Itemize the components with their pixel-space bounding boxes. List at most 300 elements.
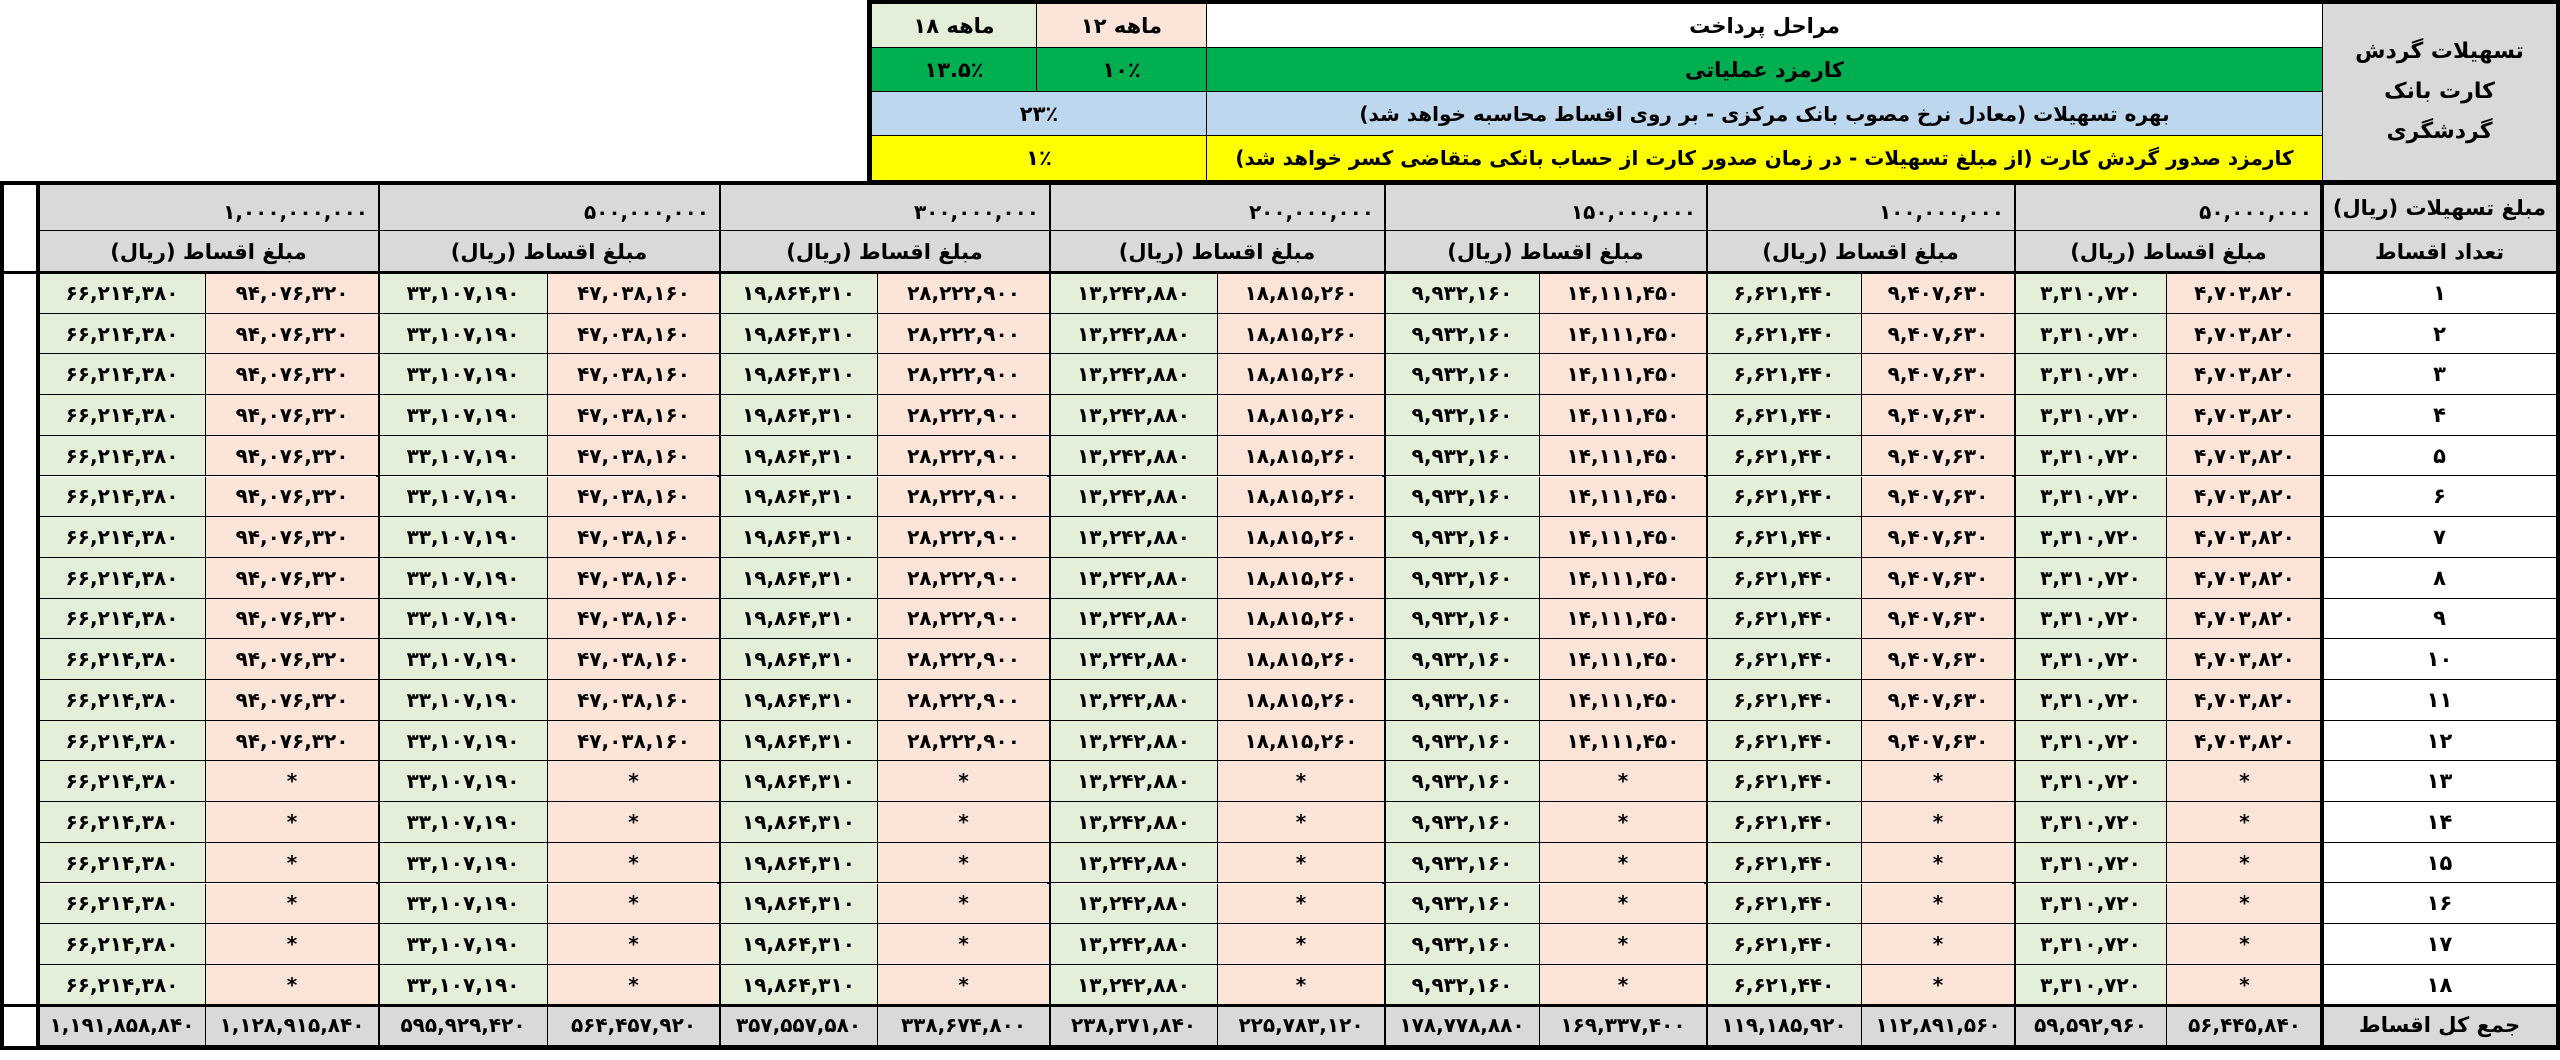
row-number-text: ۱۴ [2426, 809, 2453, 834]
installment-12-month-text: ۹۴,۰۷۶,۳۲۰ [235, 484, 349, 509]
installment-12-month-text: ۹۴,۰۷۶,۳۲۰ [235, 402, 349, 427]
installment-18-month [2014, 273, 2166, 314]
installment-18-month [1384, 924, 1539, 965]
installment-18-month-text: ۳,۳۱۰,۷۲۰ [2040, 647, 2141, 672]
installment-18-month-text: ۳,۳۱۰,۷۲۰ [2040, 728, 2141, 753]
installment-18-month-text: ۶۶,۲۱۴,۳۸۰ [65, 809, 179, 834]
installment-12-month-text: ۱۸,۸۱۵,۲۶۰ [1244, 443, 1358, 468]
installment-18-month [1049, 517, 1217, 558]
installment-12-month-text: ۲۸,۲۲۲,۹۰۰ [907, 687, 1020, 712]
installment-18-month-text: ۹,۹۳۲,۱۶۰ [1411, 525, 1513, 550]
installment-18-month [378, 354, 547, 395]
installment-18-month [1706, 721, 1861, 762]
installment-18-month [1384, 436, 1539, 477]
installment-12-month-text: ۴۷,۰۳۸,۱۶۰ [577, 647, 690, 672]
installment-12-month [205, 395, 378, 436]
row-number-text: ۷ [2433, 525, 2446, 550]
installment-12-month-text: ۹۴,۰۷۶,۳۲۰ [235, 362, 349, 387]
installment-18-month-text: ۶,۶۲۱,۴۴۰ [1733, 687, 1835, 712]
empty-installment-mark-text: * [1617, 972, 1629, 997]
installment-18-month-text: ۶,۶۲۱,۴۴۰ [1733, 443, 1835, 468]
total-18-month [1384, 1006, 1539, 1046]
installment-18-month-text: ۱۹,۸۶۴,۳۱۰ [742, 606, 855, 631]
installment-18-month [1384, 721, 1539, 762]
total-18-month-text: ۱۱۹,۱۸۵,۹۲۰ [1721, 1013, 1847, 1038]
amount-label [2322, 185, 2556, 231]
empty-installment-mark [1539, 843, 1706, 884]
installment-12-month [205, 273, 378, 314]
installment-12-month-text: ۲۸,۲۲۲,۹۰۰ [907, 525, 1020, 550]
facility-amount-text: ۱۵۰,۰۰۰,۰۰۰ [1570, 200, 1696, 224]
installment-12-month-text: ۱۴,۱۱۱,۴۵۰ [1566, 280, 1680, 305]
installment-amount-label-text: مبلغ اقساط (ریال) [786, 239, 983, 264]
installment-12-month-text: ۱۴,۱۱۱,۴۵۰ [1566, 321, 1680, 346]
installment-12-month-text: ۴,۷۰۳,۸۲۰ [2194, 606, 2295, 631]
installment-18-month-text: ۶۶,۲۱۴,۳۸۰ [65, 402, 179, 427]
installment-18-month [719, 517, 877, 558]
installment-12-month-text: ۱۴,۱۱۱,۴۵۰ [1566, 565, 1680, 590]
row-number-text: ۱ [2433, 280, 2446, 305]
installment-12-month-text: ۹,۴۰۷,۶۳۰ [1887, 565, 1989, 590]
installment-12-month-text: ۲۸,۲۲۲,۹۰۰ [907, 647, 1020, 672]
installment-12-month [2166, 395, 2322, 436]
installment-12-month-text: ۲۸,۲۲۲,۹۰۰ [907, 484, 1020, 509]
installment-18-month-text: ۹,۹۳۲,۱۶۰ [1411, 606, 1513, 631]
installment-18-month-text: ۳۳,۱۰۷,۱۹۰ [406, 932, 520, 957]
installment-18-month [719, 680, 877, 721]
empty-installment-mark-text: * [2239, 972, 2250, 997]
installment-18-month-text: ۶۶,۲۱۴,۳۸۰ [65, 769, 179, 794]
installment-18-month-text: ۳۳,۱۰۷,۱۹۰ [406, 891, 520, 916]
installment-18-month [378, 802, 547, 843]
empty-installment-mark-text: * [286, 891, 298, 916]
installment-12-month [547, 721, 719, 762]
row-number-text: ۱۶ [2426, 891, 2453, 916]
empty-installment-mark-text: * [2239, 809, 2250, 834]
empty-installment-mark [877, 802, 1049, 843]
installment-18-month-text: ۳۳,۱۰۷,۱۹۰ [406, 687, 520, 712]
facility-amount [1706, 185, 2014, 231]
installment-12-month [877, 436, 1049, 477]
installment-18-month [1706, 314, 1861, 355]
installment-12-month [547, 436, 719, 477]
installment-12-month [205, 436, 378, 477]
row-number [2322, 843, 2556, 884]
installment-18-month-text: ۹,۹۳۲,۱۶۰ [1411, 321, 1513, 346]
installment-amount-label [1706, 231, 2014, 273]
installment-18-month [2014, 477, 2166, 518]
installment-18-month [719, 761, 877, 802]
installment-18-month-text: ۱۹,۸۶۴,۳۱۰ [742, 321, 855, 346]
installment-12-month [2166, 517, 2322, 558]
installment-18-month [378, 965, 547, 1006]
installment-12-month-text: ۹۴,۰۷۶,۳۲۰ [235, 728, 349, 753]
installment-18-month-text: ۶۶,۲۱۴,۳۸۰ [65, 443, 179, 468]
installment-18-month [1049, 721, 1217, 762]
empty-installment-mark-text: * [1617, 891, 1629, 916]
installment-12-month-text: ۹,۴۰۷,۶۳۰ [1887, 525, 1989, 550]
total-18-month-text: ۲۳۸,۳۷۱,۸۴۰ [1070, 1013, 1197, 1038]
installment-18-month-text: ۳,۳۱۰,۷۲۰ [2040, 321, 2141, 346]
installment-amount-label-text: مبلغ اقساط (ریال) [1447, 239, 1644, 264]
total-18-month [378, 1006, 547, 1046]
installment-12-month-text: ۴۷,۰۳۸,۱۶۰ [577, 321, 690, 346]
installment-18-month-text: ۶۶,۲۱۴,۳۸۰ [65, 362, 179, 387]
installment-18-month-text: ۶,۶۲۱,۴۴۰ [1733, 484, 1835, 509]
installment-18-month [1384, 843, 1539, 884]
row-number [2322, 273, 2556, 314]
installment-18-month-text: ۱۳,۲۴۲,۸۸۰ [1077, 850, 1190, 875]
installment-12-month [877, 517, 1049, 558]
total-12-month-text: ۲۲۵,۷۸۳,۱۲۰ [1238, 1013, 1364, 1038]
installment-18-month [2014, 354, 2166, 395]
installment-18-month-text: ۱۳,۲۴۲,۸۸۰ [1077, 769, 1190, 794]
total-12-month [2166, 1006, 2322, 1046]
interest-value: ۲۳٪ [871, 92, 1206, 136]
installment-18-month [2014, 558, 2166, 599]
installment-18-month-text: ۳,۳۱۰,۷۲۰ [2040, 280, 2141, 305]
installment-18-month-text: ۱۳,۲۴۲,۸۸۰ [1077, 443, 1190, 468]
installment-18-month [378, 761, 547, 802]
installment-12-month-text: ۱۴,۱۱۱,۴۵۰ [1566, 443, 1680, 468]
installment-12-month-text: ۴۷,۰۳۸,۱۶۰ [577, 402, 690, 427]
installment-18-month-text: ۳,۳۱۰,۷۲۰ [2040, 932, 2141, 957]
installment-amount-label [378, 231, 719, 273]
installment-18-month [1049, 680, 1217, 721]
row-number [2322, 558, 2556, 599]
installment-18-month-text: ۱۹,۸۶۴,۳۱۰ [742, 362, 855, 387]
empty-installment-mark-text: * [286, 850, 298, 875]
installment-18-month [378, 395, 547, 436]
empty-installment-mark [1861, 802, 2014, 843]
installment-12-month-text: ۹۴,۰۷۶,۳۲۰ [235, 565, 349, 590]
facility-amount-text: ۱۰۰,۰۰۰,۰۰۰ [1878, 200, 2004, 224]
installment-12-month [1861, 273, 2014, 314]
installment-12-month [1539, 314, 1706, 355]
installment-12-month-text: ۱۴,۱۱۱,۴۵۰ [1566, 647, 1680, 672]
installment-18-month-text: ۳,۳۱۰,۷۲۰ [2040, 484, 2141, 509]
installment-18-month [2014, 924, 2166, 965]
installment-18-month [378, 599, 547, 640]
installment-12-month-text: ۱۸,۸۱۵,۲۶۰ [1244, 647, 1358, 672]
installment-18-month-text: ۶۶,۲۱۴,۳۸۰ [65, 565, 179, 590]
installment-18-month [38, 802, 205, 843]
installment-18-month-text: ۱۳,۲۴۲,۸۸۰ [1077, 525, 1190, 550]
installment-18-month [1706, 558, 1861, 599]
empty-installment-mark [1539, 802, 1706, 843]
installment-12-month-text: ۴۷,۰۳۸,۱۶۰ [577, 687, 690, 712]
installment-18-month-text: ۱۳,۲۴۲,۸۸۰ [1077, 362, 1190, 387]
installment-12-month [547, 354, 719, 395]
row-number-text: ۸ [2433, 565, 2446, 590]
empty-installment-mark [205, 884, 378, 925]
row-number [2322, 314, 2556, 355]
installment-18-month [2014, 314, 2166, 355]
installment-18-month-text: ۶,۶۲۱,۴۴۰ [1733, 402, 1835, 427]
row-number-text: ۱۸ [2426, 972, 2453, 997]
installment-amount-label [719, 231, 1049, 273]
installment-18-month-text: ۶,۶۲۱,۴۴۰ [1733, 565, 1835, 590]
installment-18-month-text: ۶,۶۲۱,۴۴۰ [1733, 850, 1835, 875]
installment-18-month [719, 395, 877, 436]
stage-18-months: ۱۸ ماهه [871, 4, 1036, 48]
installment-12-month [1217, 517, 1384, 558]
facility-amount [378, 185, 719, 231]
installment-12-month-text: ۴۷,۰۳۸,۱۶۰ [577, 565, 690, 590]
empty-installment-mark [547, 965, 719, 1006]
installment-18-month-text: ۶,۶۲۱,۴۴۰ [1733, 932, 1835, 957]
installment-12-month [2166, 314, 2322, 355]
total-12-month-text: ۱,۱۲۸,۹۱۵,۸۴۰ [219, 1013, 365, 1038]
total-12-month-text: ۵۶۴,۴۵۷,۹۲۰ [570, 1013, 697, 1038]
installment-12-month [1861, 680, 2014, 721]
empty-installment-mark [1861, 761, 2014, 802]
installment-18-month-text: ۳۳,۱۰۷,۱۹۰ [406, 850, 520, 875]
installment-12-month-text: ۱۴,۱۱۱,۴۵۰ [1566, 728, 1680, 753]
installment-12-month-text: ۴,۷۰۳,۸۲۰ [2194, 525, 2295, 550]
empty-installment-mark-text: * [2239, 891, 2250, 916]
installment-12-month-text: ۲۸,۲۲۲,۹۰۰ [907, 321, 1020, 346]
installment-18-month [1384, 558, 1539, 599]
installment-18-month [1706, 273, 1861, 314]
row-number [2322, 395, 2556, 436]
installment-18-month-text: ۱۳,۲۴۲,۸۸۰ [1077, 484, 1190, 509]
installment-18-month [38, 395, 205, 436]
installment-12-month-text: ۱۸,۸۱۵,۲۶۰ [1244, 525, 1358, 550]
installment-18-month-text: ۶۶,۲۱۴,۳۸۰ [65, 606, 179, 631]
installment-18-month [38, 273, 205, 314]
empty-installment-mark-text: * [1295, 932, 1307, 957]
installment-12-month-text: ۹,۴۰۷,۶۳۰ [1887, 443, 1989, 468]
empty-installment-mark [1217, 802, 1384, 843]
installment-12-month [877, 558, 1049, 599]
installment-18-month-text: ۶,۶۲۱,۴۴۰ [1733, 362, 1835, 387]
installment-18-month [378, 884, 547, 925]
installment-18-month-text: ۶۶,۲۱۴,۳۸۰ [65, 647, 179, 672]
installment-amount-label-text: مبلغ اقساط (ریال) [110, 239, 307, 264]
installment-18-month-text: ۹,۹۳۲,۱۶۰ [1411, 443, 1513, 468]
installment-12-month [1539, 477, 1706, 518]
installment-12-month [1539, 558, 1706, 599]
installment-18-month-text: ۶۶,۲۱۴,۳۸۰ [65, 687, 179, 712]
total-12-month-text: ۱۱۲,۸۹۱,۵۶۰ [1875, 1013, 2001, 1038]
installment-18-month [1049, 761, 1217, 802]
empty-installment-mark [2166, 965, 2322, 1006]
installment-18-month-text: ۶۶,۲۱۴,۳۸۰ [65, 972, 179, 997]
installment-12-month [1217, 558, 1384, 599]
installment-12-month [1217, 639, 1384, 680]
installment-18-month-text: ۶۶,۲۱۴,۳۸۰ [65, 484, 179, 509]
installment-18-month [378, 436, 547, 477]
empty-installment-mark-text: * [286, 809, 298, 834]
installment-18-month [38, 721, 205, 762]
installment-12-month-text: ۹۴,۰۷۶,۳۲۰ [235, 647, 349, 672]
installment-12-month-text: ۲۸,۲۲۲,۹۰۰ [907, 443, 1020, 468]
installment-amount-label [1049, 231, 1384, 273]
installment-12-month-text: ۴,۷۰۳,۸۲۰ [2194, 280, 2295, 305]
installment-18-month [1706, 965, 1861, 1006]
installment-18-month [719, 354, 877, 395]
installment-12-month-text: ۲۸,۲۲۲,۹۰۰ [907, 728, 1020, 753]
installment-12-month-text: ۲۸,۲۲۲,۹۰۰ [907, 280, 1020, 305]
empty-installment-mark [877, 843, 1049, 884]
empty-installment-mark-text: * [1932, 809, 1944, 834]
installment-12-month [1217, 477, 1384, 518]
empty-installment-mark-text: * [1932, 972, 1944, 997]
installment-18-month-text: ۹,۹۳۲,۱۶۰ [1411, 809, 1513, 834]
installment-18-month-text: ۳۳,۱۰۷,۱۹۰ [406, 443, 520, 468]
empty-installment-mark [1217, 843, 1384, 884]
empty-installment-mark-text: * [1932, 850, 1944, 875]
empty-installment-mark [1539, 965, 1706, 1006]
installment-18-month-text: ۳۳,۱۰۷,۱۹۰ [406, 769, 520, 794]
installment-amount-label-text: مبلغ اقساط (ریال) [1118, 239, 1316, 264]
installment-18-month [1049, 884, 1217, 925]
installment-18-month [1049, 273, 1217, 314]
total-12-month-text: ۳۳۸,۶۷۴,۸۰۰ [900, 1013, 1027, 1038]
installment-18-month [1706, 884, 1861, 925]
installment-18-month [2014, 721, 2166, 762]
empty-installment-mark [547, 924, 719, 965]
installment-12-month-text: ۴,۷۰۳,۸۲۰ [2194, 728, 2295, 753]
total-12-month [205, 1006, 378, 1046]
installment-18-month-text: ۱۹,۸۶۴,۳۱۰ [742, 728, 855, 753]
installment-12-month [1217, 314, 1384, 355]
total-12-month-text: ۵۶,۴۴۵,۸۴۰ [2188, 1013, 2301, 1038]
installment-18-month [38, 354, 205, 395]
installment-18-month-text: ۶,۶۲۱,۴۴۰ [1733, 280, 1835, 305]
issue-fee-label: کارمزد صدور گردش کارت (از مبلغ تسهیلات - در زمان صدور کارت از حساب بانکی متقاضی کسر خواهد شد) [1206, 136, 2322, 181]
row-number [2322, 639, 2556, 680]
row-number [2322, 924, 2556, 965]
installment-12-month-text: ۱۸,۸۱۵,۲۶۰ [1244, 687, 1358, 712]
installment-18-month [38, 965, 205, 1006]
installment-18-month [1049, 436, 1217, 477]
total-12-month [1217, 1006, 1384, 1046]
total-18-month-text: ۱,۱۹۱,۸۵۸,۸۴۰ [49, 1013, 195, 1038]
installment-12-month-text: ۱۸,۸۱۵,۲۶۰ [1244, 565, 1358, 590]
installment-12-month [1539, 639, 1706, 680]
installment-18-month-text: ۶۶,۲۱۴,۳۸۰ [65, 891, 179, 916]
installment-12-month-text: ۱۴,۱۱۱,۴۵۰ [1566, 606, 1680, 631]
installment-18-month-text: ۳,۳۱۰,۷۲۰ [2040, 891, 2141, 916]
installment-18-month-text: ۶,۶۲۱,۴۴۰ [1733, 606, 1835, 631]
total-18-month [38, 1006, 205, 1046]
total-18-month-text: ۵۹,۵۹۲,۹۶۰ [2034, 1013, 2147, 1038]
installment-12-month-text: ۹,۴۰۷,۶۳۰ [1887, 728, 1989, 753]
installment-18-month [1049, 395, 1217, 436]
total-12-month [1861, 1006, 2014, 1046]
installment-12-month-text: ۲۸,۲۲۲,۹۰۰ [907, 402, 1020, 427]
installment-18-month-text: ۹,۹۳۲,۱۶۰ [1411, 565, 1513, 590]
installment-18-month-text: ۳۳,۱۰۷,۱۹۰ [406, 321, 520, 346]
empty-installment-mark-text: * [1295, 809, 1307, 834]
installment-amount-label-text: مبلغ اقساط (ریال) [2070, 239, 2267, 264]
installment-18-month [38, 314, 205, 355]
installment-18-month-text: ۱۹,۸۶۴,۳۱۰ [742, 647, 855, 672]
installment-12-month [1539, 517, 1706, 558]
installment-12-month-text: ۱۴,۱۱۱,۴۵۰ [1566, 362, 1680, 387]
installment-18-month [719, 273, 877, 314]
installment-12-month [547, 517, 719, 558]
installment-18-month-text: ۶۶,۲۱۴,۳۸۰ [65, 525, 179, 550]
installment-12-month [547, 639, 719, 680]
installment-12-month [547, 395, 719, 436]
installment-12-month-text: ۴۷,۰۳۸,۱۶۰ [577, 484, 690, 509]
total-18-month [719, 1006, 877, 1046]
facility-title: تسهیلات گردش کارت بانک گردشگری [2322, 4, 2556, 181]
installment-18-month [1384, 639, 1539, 680]
installment-18-month [1049, 599, 1217, 640]
installment-18-month-text: ۱۳,۲۴۲,۸۸۰ [1077, 647, 1190, 672]
installment-18-month [38, 761, 205, 802]
installment-18-month [1384, 802, 1539, 843]
installment-18-month-text: ۳,۳۱۰,۷۲۰ [2040, 525, 2141, 550]
installment-18-month-text: ۳۳,۱۰۷,۱۹۰ [406, 484, 520, 509]
total-label-text: جمع کل اقساط [2358, 1013, 2521, 1038]
installment-18-month [2014, 395, 2166, 436]
row-number [2322, 477, 2556, 518]
installment-18-month [1706, 436, 1861, 477]
installment-18-month-text: ۱۹,۸۶۴,۳۱۰ [742, 687, 855, 712]
installment-amount-label-text: مبلغ اقساط (ریال) [1762, 239, 1959, 264]
installment-18-month-text: ۱۳,۲۴۲,۸۸۰ [1077, 321, 1190, 346]
installment-18-month [1706, 639, 1861, 680]
facility-amount-text: ۵۰,۰۰۰,۰۰۰ [2199, 200, 2312, 224]
installment-12-month-text: ۴,۷۰۳,۸۲۰ [2194, 484, 2295, 509]
installment-12-month [1861, 599, 2014, 640]
installment-12-month-text: ۹۴,۰۷۶,۳۲۰ [235, 525, 349, 550]
row-number-text: ۹ [2433, 606, 2446, 631]
installment-12-month [2166, 680, 2322, 721]
installment-18-month [1706, 517, 1861, 558]
empty-installment-mark [1539, 884, 1706, 925]
installment-18-month-text: ۱۳,۲۴۲,۸۸۰ [1077, 932, 1190, 957]
installment-18-month-text: ۳۳,۱۰۷,۱۹۰ [406, 280, 520, 305]
installment-18-month-text: ۹,۹۳۲,۱۶۰ [1411, 972, 1513, 997]
facility-amount [2014, 185, 2322, 231]
installment-amount-label [1384, 231, 1706, 273]
empty-installment-mark [1217, 965, 1384, 1006]
empty-installment-mark [2166, 843, 2322, 884]
installment-12-month-text: ۲۸,۲۲۲,۹۰۰ [907, 362, 1020, 387]
installment-18-month-text: ۶,۶۲۱,۴۴۰ [1733, 321, 1835, 346]
installment-18-month [1049, 354, 1217, 395]
total-label [2322, 1006, 2556, 1046]
facility-amount-text: ۵۰۰,۰۰۰,۰۰۰ [583, 200, 709, 224]
installment-12-month [1861, 517, 2014, 558]
installment-12-month [205, 599, 378, 640]
installment-12-month-text: ۹۴,۰۷۶,۳۲۰ [235, 687, 349, 712]
installment-18-month-text: ۳۳,۱۰۷,۱۹۰ [406, 565, 520, 590]
installment-18-month-text: ۶,۶۲۱,۴۴۰ [1733, 728, 1835, 753]
installment-18-month [1049, 924, 1217, 965]
installment-18-month-text: ۱۳,۲۴۲,۸۸۰ [1077, 972, 1190, 997]
installment-12-month [2166, 721, 2322, 762]
empty-installment-mark [205, 924, 378, 965]
installment-12-month [2166, 599, 2322, 640]
row-number-text: ۴ [2433, 402, 2446, 427]
installment-18-month [38, 477, 205, 518]
installment-12-month [2166, 436, 2322, 477]
installment-12-month-text: ۱۴,۱۱۱,۴۵۰ [1566, 402, 1680, 427]
installment-12-month-text: ۴۷,۰۳۸,۱۶۰ [577, 362, 690, 387]
group-divider [36, 185, 40, 1046]
installment-12-month-text: ۱۴,۱۱۱,۴۵۰ [1566, 525, 1680, 550]
installment-12-month-text: ۹۴,۰۷۶,۳۲۰ [235, 606, 349, 631]
stage-12-months: ۱۲ ماهه [1036, 4, 1206, 48]
facility-amount-text: ۱,۰۰۰,۰۰۰,۰۰۰ [223, 200, 368, 224]
